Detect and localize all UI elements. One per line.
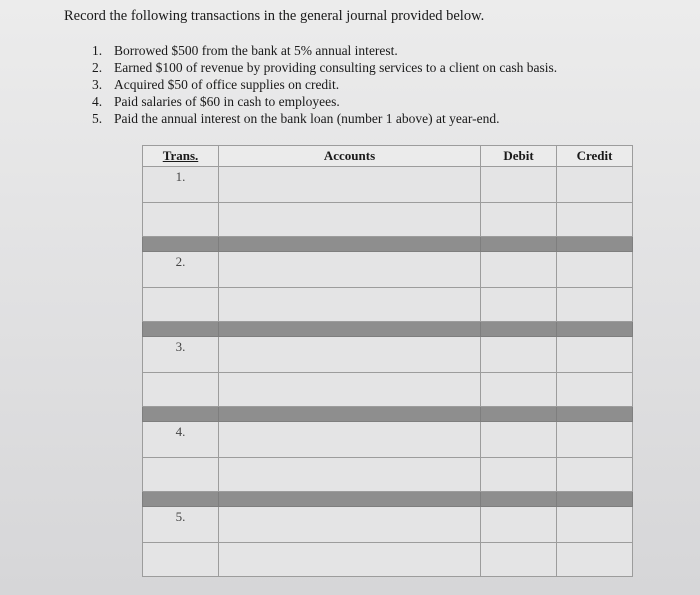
- general-journal-table: [142, 145, 633, 577]
- debit-cell[interactable]: [481, 203, 557, 237]
- credit-cell[interactable]: [557, 252, 633, 288]
- journal-entry-row: [143, 543, 633, 577]
- transaction-number: 1.: [92, 43, 103, 58]
- journal-header-row: [143, 146, 633, 167]
- debit-cell[interactable]: [481, 337, 557, 373]
- transaction-text: Borrowed $500 from the bank at 5% annual interest.: [114, 43, 398, 58]
- account-cell[interactable]: [219, 337, 481, 373]
- header-credit: Credit: [557, 146, 633, 167]
- transaction-item: [92, 93, 557, 110]
- credit-cell[interactable]: [557, 203, 633, 237]
- trans-number-cell: 4.: [143, 422, 219, 458]
- journal-separator-row: [143, 407, 633, 422]
- account-cell[interactable]: [219, 167, 481, 203]
- journal-entry-row: [143, 203, 633, 237]
- header-trans: Trans.: [143, 146, 219, 167]
- transaction-number: 2.: [92, 60, 103, 75]
- transaction-text: Paid the annual interest on the bank loan (number 1 above) at year-end.: [114, 111, 500, 126]
- account-cell[interactable]: [219, 203, 481, 237]
- debit-cell[interactable]: [481, 543, 557, 577]
- debit-cell[interactable]: [481, 252, 557, 288]
- journal-separator-row: [143, 237, 633, 252]
- debit-cell[interactable]: [481, 458, 557, 492]
- journal-entry-row: [143, 252, 633, 288]
- credit-cell[interactable]: [557, 507, 633, 543]
- transaction-item: [92, 76, 557, 93]
- transaction-text: Acquired $50 of office supplies on credit.: [114, 77, 340, 92]
- credit-cell[interactable]: [557, 543, 633, 577]
- credit-cell[interactable]: [557, 288, 633, 322]
- journal-separator-row: [143, 492, 633, 507]
- header-debit: Debit: [481, 146, 557, 167]
- transaction-number: 3.: [92, 77, 103, 92]
- debit-cell[interactable]: [481, 507, 557, 543]
- transaction-item: [92, 110, 557, 127]
- journal-entry-row: [143, 373, 633, 407]
- account-cell[interactable]: [219, 507, 481, 543]
- account-cell[interactable]: [219, 458, 481, 492]
- trans-number-cell: 2.: [143, 252, 219, 288]
- debit-cell[interactable]: [481, 167, 557, 203]
- transaction-list: [92, 42, 557, 127]
- credit-cell[interactable]: [557, 422, 633, 458]
- account-cell[interactable]: [219, 422, 481, 458]
- credit-cell[interactable]: [557, 167, 633, 203]
- transaction-text: Earned $100 of revenue by providing consulting services to a client on cash basis.: [114, 60, 558, 75]
- transaction-text: Paid salaries of $60 in cash to employees.: [114, 94, 340, 109]
- trans-number-cell: 3.: [143, 337, 219, 373]
- transaction-item: [92, 59, 557, 76]
- trans-number-cell: 5.: [143, 507, 219, 543]
- trans-number-cell: [143, 543, 219, 577]
- trans-number-cell: [143, 373, 219, 407]
- debit-cell[interactable]: [481, 288, 557, 322]
- account-cell[interactable]: [219, 252, 481, 288]
- transaction-number: 5.: [92, 111, 103, 126]
- instruction-text: Record the following transactions in the general journal provided below.: [64, 8, 485, 24]
- account-cell[interactable]: [219, 543, 481, 577]
- journal-entry-row: [143, 458, 633, 492]
- trans-number-cell: [143, 458, 219, 492]
- debit-cell[interactable]: [481, 373, 557, 407]
- trans-number-cell: 1.: [143, 167, 219, 203]
- debit-cell[interactable]: [481, 422, 557, 458]
- account-cell[interactable]: [219, 373, 481, 407]
- transaction-item: [92, 42, 557, 59]
- credit-cell[interactable]: [557, 458, 633, 492]
- journal-separator-row: [143, 322, 633, 337]
- header-accounts: Accounts: [219, 146, 481, 167]
- journal-entry-row: [143, 422, 633, 458]
- credit-cell[interactable]: [557, 373, 633, 407]
- journal-entry-row: [143, 167, 633, 203]
- journal-entry-row: [143, 288, 633, 322]
- trans-number-cell: [143, 288, 219, 322]
- journal-entry-row: [143, 337, 633, 373]
- trans-number-cell: [143, 203, 219, 237]
- credit-cell[interactable]: [557, 337, 633, 373]
- journal-entry-row: [143, 507, 633, 543]
- transaction-number: 4.: [92, 94, 103, 109]
- account-cell[interactable]: [219, 288, 481, 322]
